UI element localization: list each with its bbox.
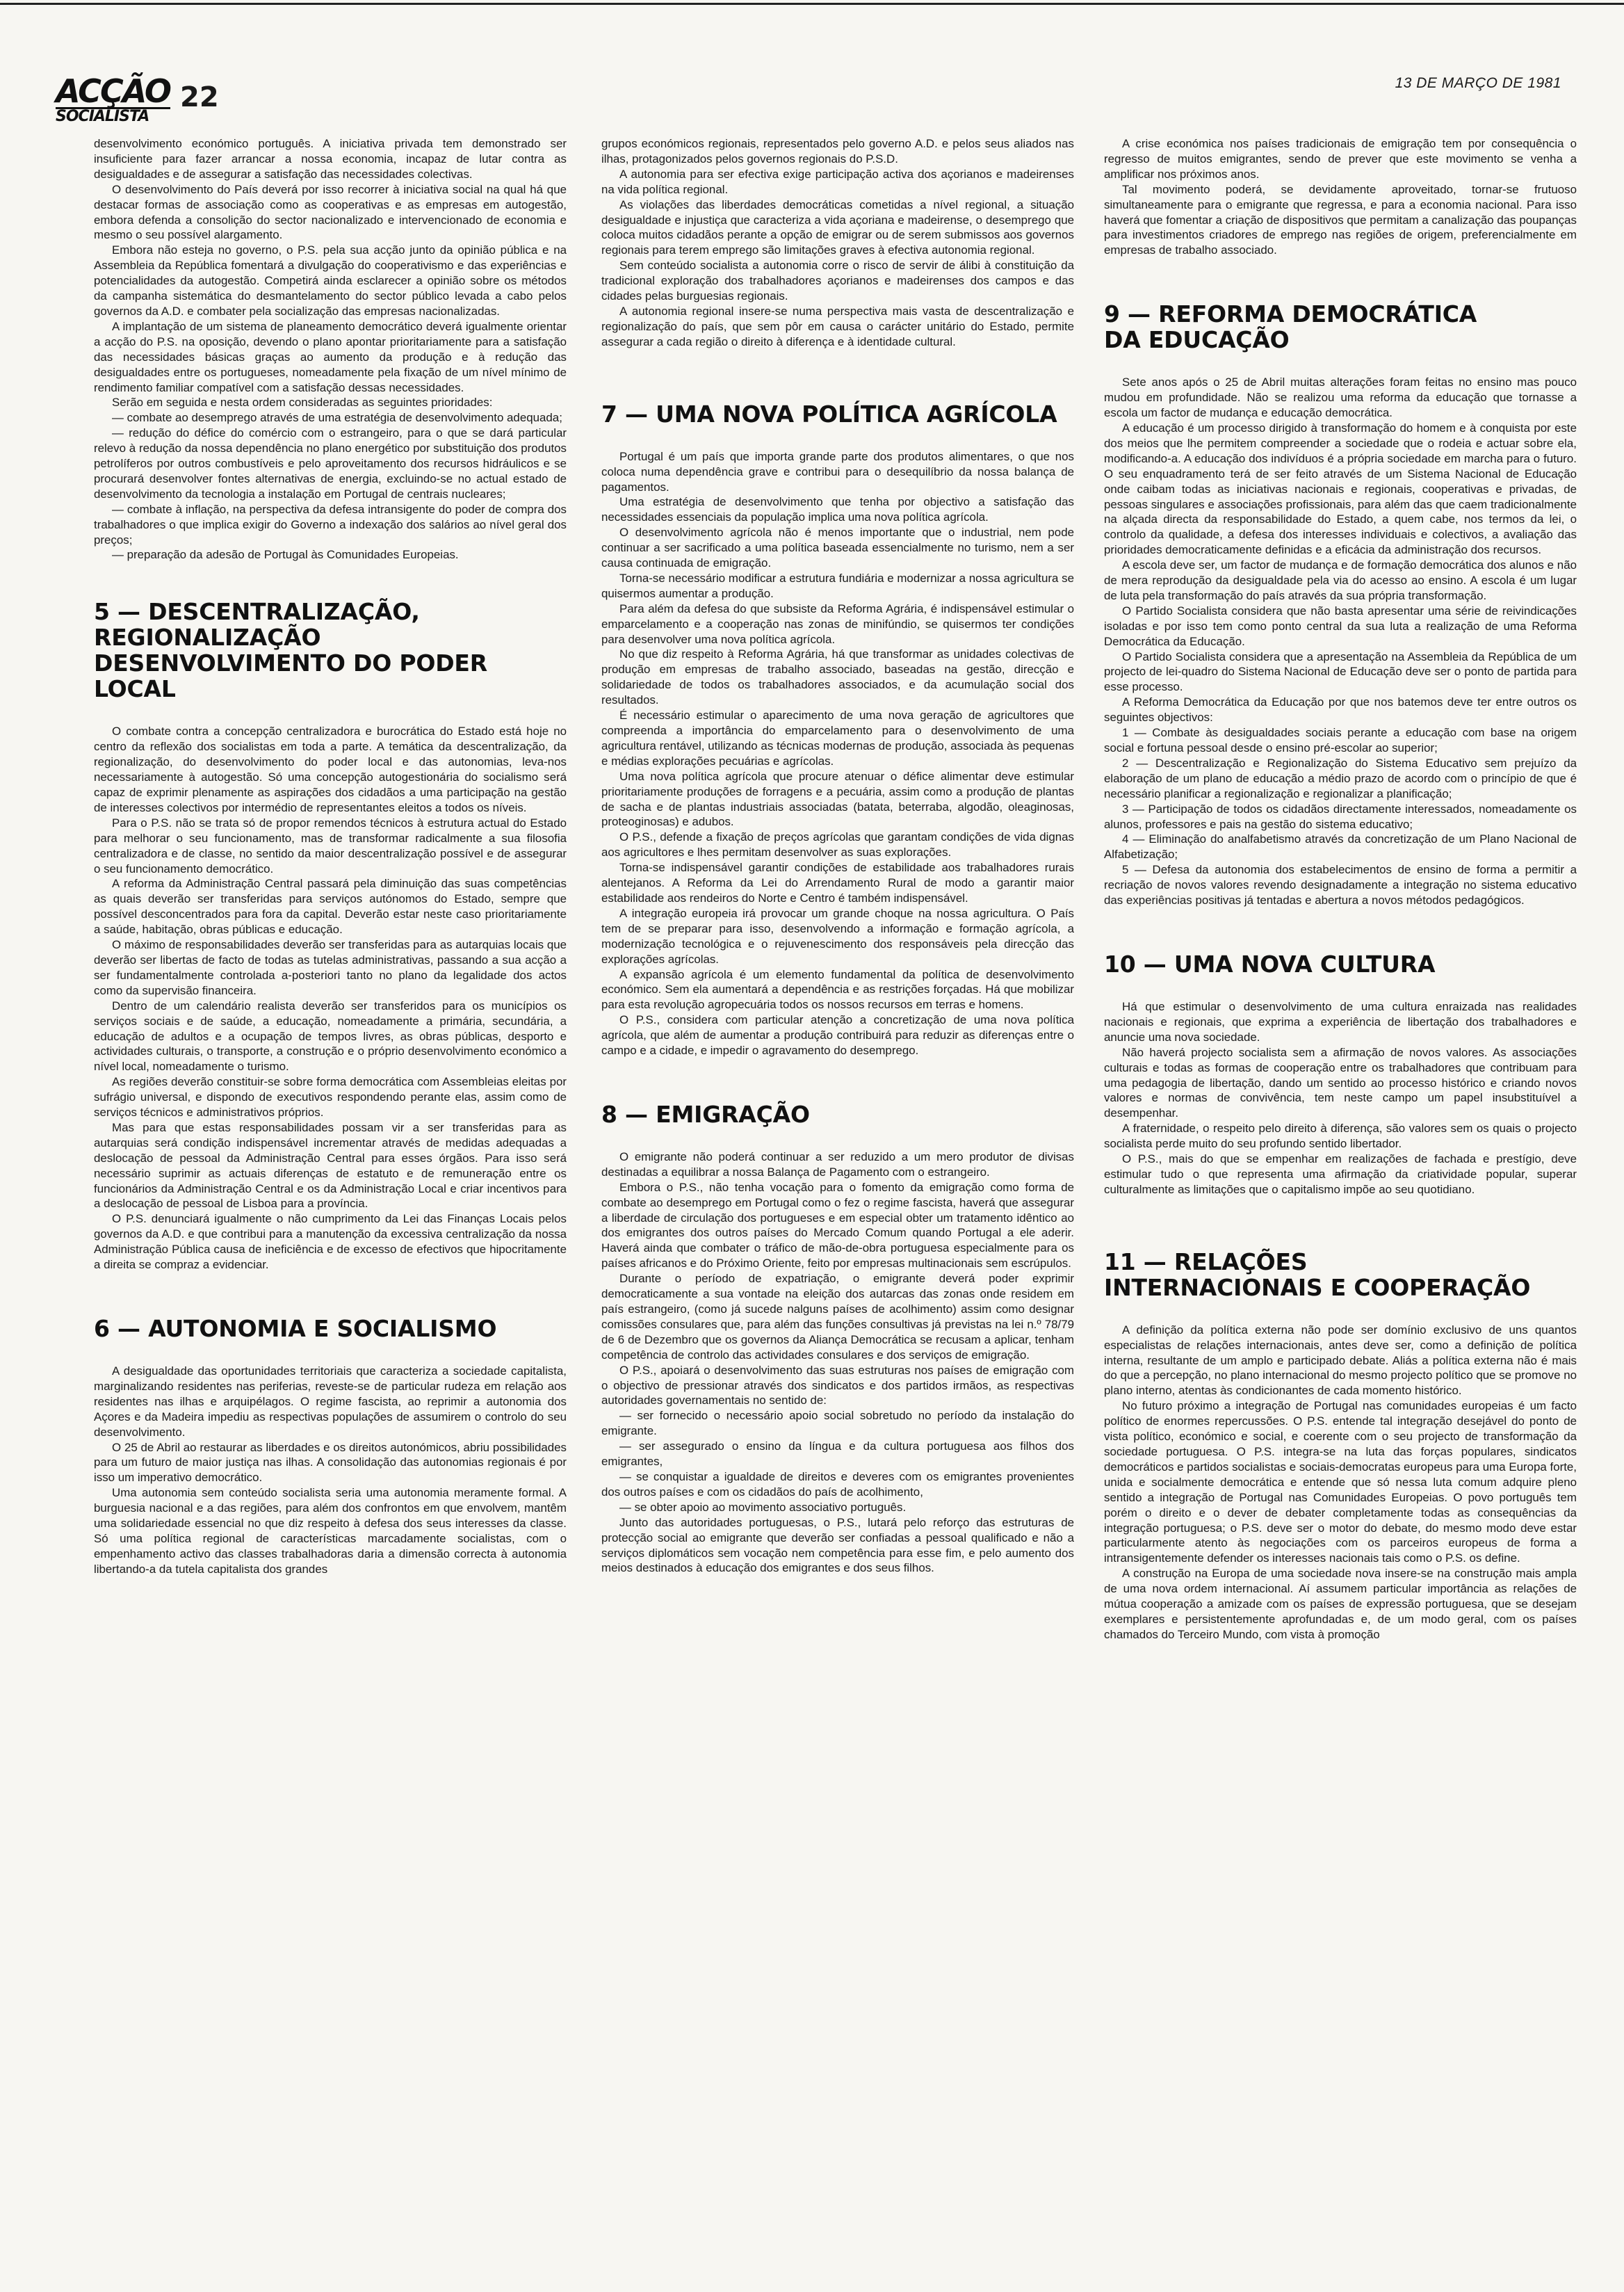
body-paragraph: O P.S., apoiará o desenvolvimento das suas estruturas nos países de emigração com o objectivo de pressionar através dos sindicatos e dos partidos irmãos, as respectivas autoridades governamentais no sentido de:: [601, 1363, 1074, 1407]
newspaper-logo: [56, 72, 170, 125]
body-paragraph: No que diz respeito à Reforma Agrária, há que transformar as unidades colectivas de produção em empresas de trabalho associado, baseadas na gestão, direcção e solidariedade de todos os trabalhadores associados, e da acumulação social dos resultados.: [601, 647, 1074, 707]
body-paragraph: 1 — Combate às desigualdades sociais perante a educação com base na origem social e fortuna pessoal desde o ensino pré-escolar ao superior;: [1104, 726, 1577, 754]
column-2: [601, 136, 1074, 2264]
body-paragraph: Uma nova política agrícola que procure atenuar o défice alimentar deve estimular prioritariamente produções de forragens e a pecuária, assim como a produção de plantas de sacha e de plantas industriais associadas (batata, beterraba, algodão, oleaginosas, proteoginosas) e adubos.: [601, 769, 1074, 829]
section-7-body: [601, 449, 1074, 1058]
body-paragraph: Embora o P.S., não tenha vocação para o fomento da emigração como forma de combate ao desemprego em Portugal como o fez o regime fascista, haverá que assegurar a liberdade de circulação dos portugueses e em especial obter um tratamento idêntico ao dos emigrantes dos outros países do Mercado Comum quando Portugal a ele aderir. Haverá ainda que combater o tráfico de mão-de-obra portuguesa especialmente para os países africanos e do Próximo Oriente, feito por empresas multinacionais sem escrúpulos.: [601, 1180, 1074, 1270]
body-paragraph: Torna-se indispensável garantir condições de estabilidade aos trabalhadores rurais alentejanos. A Reforma da Lei do Arrendamento Rural de modo a garantir maior estabilidade aos rendeiros do Norte e Centro é também indispensável.: [601, 861, 1074, 905]
section-8-title: 8 — EMIGRAÇÃO: [601, 1100, 810, 1128]
body-paragraph: O 25 de Abril ao restaurar as liberdades e os direitos autonómicos, abriu possibilidades para um futuro de maior justiça nas ilhas. A consolidação das autonomias regionais é por isso um imperativo democrático.: [94, 1440, 567, 1485]
section-5-title-line: DESENVOLVIMENTO DO PODER LOCAL: [94, 649, 487, 703]
col2-intro-text: [601, 136, 1074, 350]
body-paragraph: Dentro de um calendário realista deverão ser transferidos para os municípios os serviços sociais e de saúde, a educação, nomeadamente a primária, secundária, a educação de adultos e a ocupação de tempos livres, as obras públicas, desporto e actividades culturais, o transporte, a construção e o próprio desenvolvimento económico a nível local, nomeadamente o turismo.: [94, 999, 567, 1074]
section-9-title: [1104, 301, 1577, 353]
body-paragraph: Torna-se necessário modificar a estrutura fundiária e modernizar a nossa agricultura se quisermos aumentar a produção.: [601, 571, 1074, 600]
section-11-body: [1104, 1323, 1577, 1643]
masthead: [56, 72, 219, 125]
body-paragraph: Tal movimento poderá, se devidamente aproveitado, tornar-se frutuoso simultaneamente para o emigrante que regressa, e para a economia nacional. Para isso haverá que fomentar a criação de dispositivos que permitam a canalização das poupanças para investimentos criadores de emprego nas regiões de origem, preferencialmente em empresas de trabalho associado.: [1104, 182, 1577, 257]
body-paragraph: A crise económica nos países tradicionais de emigração tem por consequência o regresso de muitos emigrantes, sendo de prever que este movimento se venha a amplificar nos próximos anos.: [1104, 137, 1577, 181]
body-paragraph: Uma estratégia de desenvolvimento que tenha por objectivo a satisfação das necessidades essenciais da população implica uma nova política agrícola.: [601, 495, 1074, 524]
body-paragraph: A fraternidade, o respeito pelo direito à diferença, são valores sem os quais o projecto socialista perde muito do seu profundo sentido libertador.: [1104, 1122, 1577, 1151]
section-9-body: [1104, 375, 1577, 908]
section-7-title: 7 — UMA NOVA POLÍTICA AGRÍCOLA: [601, 400, 1057, 428]
body-paragraph: Para o P.S. não se trata só de propor remendos técnicos à estrutura actual do Estado para melhorar o seu funcionamento, mas de transformar radicalmente a sua filosofia centralizadora e de classe, no sentido da maior descentralização possível e de assegurar o seu funcionamento democrático.: [94, 816, 567, 875]
body-paragraph: Mas para que estas responsabilidades possam vir a ser transferidas para as autarquias será condição indispensável incrementar através de medidas adequadas a deslocação de pessoal da Administração Central para esses órgãos. Para isso será necessário suprimir as actuais diferenças de estatuto e de remuneração entre os funcionários da Administração Central e os da Administração Local e criar incentivos para a deslocação de pessoal de Lisboa para a província.: [94, 1120, 567, 1211]
body-paragraph: Para além da defesa do que subsiste da Reforma Agrária, é indispensável estimular o emparcelamento e a cooperação nas zonas de minifúndio, se quisermos ter condições para desenvolver uma nova política agrícola.: [601, 602, 1074, 646]
section-5-title-line: REGIONALIZAÇÃO: [94, 624, 321, 652]
body-paragraph: — combate à inflação, na perspectiva da defesa intransigente do poder de compra dos trabalhadores o que implica exigir do Governo a indexação dos salários ao nível geral dos preços;: [94, 502, 567, 547]
body-paragraph: A reforma da Administração Central passará pela diminuição das suas competências as quais deverão ser transferidas para serviços autónomos do Estado, sempre que possível desconcentrados para fora da capital. Deverão estar neste caso prioritariamente a saúde, habitação, obras públicas e educação.: [94, 877, 567, 937]
body-paragraph: No futuro próximo a integração de Portugal nas comunidades europeias é um facto político de enormes repercussões. O P.S. entende tal integração desejável do ponto de vista político, económico e social, e coerente com o seu projecto de transformação da sociedade portuguesa. O P.S. integra-se na luta das forças populares, sindicatos democráticos e partidos socialistas e sociais-democratas europeus para uma Europa forte, unida e socialmente democrática e entende que só nessa luta comum adquire pleno sentido a integração de Portugal nas Comunidades Europeias. O povo português tem porém o direito e o dever de debater completamente todas as consequências da integração portuguesa; o P.S. deve ser o motor do debate, do mesmo modo deve estar particularmente atento às negociações com os parceiros europeus de forma a intransigentemente defender os interesses nacionais tais como o P.S. os define.: [1104, 1399, 1577, 1565]
section-11-title-line: INTERNACIONAIS E COOPERAÇÃO: [1104, 1273, 1531, 1301]
body-paragraph: grupos económicos regionais, representados pelo governo A.D. e pelos seus aliados nas ilhas, protagonizados pelos governos regionais do P.S.D.: [601, 137, 1074, 166]
body-paragraph: Há que estimular o desenvolvimento de uma cultura enraizada nas realidades nacionais e regionais, que exprima a experiência de libertação dos trabalhadores e anuncie uma nova sociedade.: [1104, 999, 1577, 1044]
body-paragraph: O P.S., mais do que se empenhar em realizações de fachada e prestígio, deve estimular tudo o que representa uma afirmação da criatividade popular, superar culturalmente as limitações que o capitalismo impõe ao seu quotidiano.: [1104, 1152, 1577, 1196]
body-paragraph: — combate ao desemprego através de uma estratégia de desenvolvimento adequada;: [112, 411, 562, 425]
body-paragraph: Sete anos após o 25 de Abril muitas alterações foram feitas no ensino mas pouco mudou em profundidade. Não se realizou uma reforma da educação que tornasse a escola um factor de mudança e educação democrática.: [1104, 376, 1577, 420]
body-paragraph: 5 — Defesa da autonomia dos estabelecimentos de ensino de forma a permitir a recriação de novos valores revendo designadamente a integração no sistema educativo das experiências positivas já tentadas e abertura a novos métodos pedagógicos.: [1104, 863, 1577, 907]
section-11-title-line: 11 — RELAÇÕES: [1104, 1248, 1308, 1275]
section-5-title-line: 5 — DESCENTRALIZAÇÃO,: [94, 598, 420, 626]
section-10-body: [1104, 999, 1577, 1197]
body-paragraph: 3 — Participação de todos os cidadãos directamente interessados, nomeadamente os alunos, professores e pais na gestão do sistema educativo;: [1104, 802, 1577, 831]
body-paragraph: A integração europeia irá provocar um grande choque na nossa agricultura. O País tem de se preparar para isso, desenvolvendo a informação e formação agrícola, a modernização tecnológica e o rejuvenescimento dos responsáveis pela direcção das explorações agrícolas.: [601, 906, 1074, 966]
body-paragraph: A Reforma Democrática da Educação por que nos batemos deve ter entre outros os seguintes objectivos:: [1104, 695, 1577, 725]
article-columns: [0, 136, 1624, 2264]
logo-title: ACÇÃO: [56, 72, 170, 110]
body-paragraph: O P.S., defende a fixação de preços agrícolas que garantam condições de vida dignas aos agricultores e lhes permitam desenvolver as suas explorações.: [601, 830, 1074, 860]
column-3: [1104, 136, 1577, 2264]
body-paragraph: A escola deve ser, um factor de mudança e de formação democrática dos alunos e não de mera reprodução da desigualdade pela via do acesso ao ensino. A escola é um lugar de luta pela transformação do país através da sua própria transformação.: [1104, 558, 1577, 602]
body-paragraph: Junto das autoridades portuguesas, o P.S., lutará pelo reforço das estruturas de protecção social ao emigrante que deverão ser confiadas a pessoal qualificado e não a serviços diplomáticos sem vocação nem competência para esse fim, e pelo aumento dos meios destinados à educação dos emigrantes e dos seus filhos.: [601, 1515, 1074, 1575]
section-11-title: [1104, 1249, 1577, 1300]
body-paragraph: A expansão agrícola é um elemento fundamental da política de desenvolvimento económico. Sem ela aumentará a dependência e as restrições forçadas. Há que mobilizar para esta revolução agropecuária todos os nossos recursos em terras e homens.: [601, 967, 1074, 1012]
body-paragraph: desenvolvimento económico português. A iniciativa privada tem demonstrado ser insuficiente para fazer arrancar a nossa economia, incapaz de lutar contra as desigualdades e de assegurar a satisfação das necessidades colectivas.: [94, 137, 567, 181]
body-paragraph: 4 — Eliminação do analfabetismo através da concretização de um Plano Nacional de Alfabetização;: [1104, 832, 1577, 862]
section-9-title-line: DA EDUCAÇÃO: [1104, 326, 1290, 354]
body-paragraph: A construção na Europa de uma sociedade nova insere-se na construção mais ampla de uma nova ordem internacional. Aí assumem particular importância as relações de mútua cooperação a amizade com os países de expressão portuguesa, que se desejam exemplares e persistentemente aprofundadas e, de um modo geral, com os países chamados do Terceiro Mundo, com vista à promoção: [1104, 1567, 1577, 1641]
body-paragraph: O desenvolvimento do País deverá por isso recorrer à iniciativa social na qual há que destacar formas de associação como as cooperativas e as empresas em autogestão, embora defenda a consolição do sector nacionalizado e intervencionado de economia e mesmo o seu possível alargamento.: [94, 182, 567, 242]
body-paragraph: Embora não esteja no governo, o P.S. pela sua acção junto da opinião pública e na Assembleia da República fomentará a divulgação do cooperativismo e das experiências e potencialidades da autogestão. Competirá ainda esclarecer a opinião sobre os métodos da campanha sistemática do desmantelamento do sector público levada a cabo pelos governos da A.D. e combater pela socialização das empresas nacionalizadas.: [94, 243, 567, 318]
section-10-title: 10 — UMA NOVA CULTURA: [1104, 950, 1436, 978]
body-paragraph: — se conquistar a igualdade de direitos e deveres com os emigrantes provenientes dos outros países e com os cidadãos do país de acolhimento,: [601, 1469, 1074, 1499]
section-9-title-line: 9 — REFORMA DEMOCRÁTICA: [1104, 300, 1477, 328]
body-paragraph: 2 — Descentralização e Regionalização do Sistema Educativo sem prejuízo da elaboração de um plano de educação a médio prazo de acordo com o princípio de que é necessário planificar a regionalização e regionalizar a planificação;: [1104, 756, 1577, 800]
issue-date: 13 DE MARÇO DE 1981: [1395, 75, 1561, 91]
section-5-body: [94, 724, 567, 1273]
body-paragraph: A autonomia regional insere-se numa perspectiva mais vasta de descentralização e regionalização do país, que sem pôr em causa o carácter unitário do Estado, permite assegurar a cada região o direito à diferença e à identidade cultural.: [601, 304, 1074, 348]
logo-subtitle: SOCIALISTA: [56, 107, 170, 124]
column-1: [94, 136, 567, 2264]
body-paragraph: O Partido Socialista considera que não basta apresentar uma série de reivindicações isoladas e por isso tem como ponto central da sua luta a realização de uma Reforma Democrática da Educação.: [1104, 604, 1577, 648]
body-paragraph: O máximo de responsabilidades deverão ser transferidas para as autarquias locais que deverão ser libertas de facto de todas as tutelas administrativas, passando a sua acção a ser fundamentalmente controlada a-posteriori tanto no plano da legalidade dos actos como da supervisão financeira.: [94, 938, 567, 997]
body-paragraph: A desigualdade das oportunidades territoriais que caracteriza a sociedade capitalista, marginalizando residentes nas periferias, reveste-se de particular rudeza em relação aos residentes nas ilhas e arquipélagos. O regime fascista, ao reprimir a autonomia dos Açores e da Madeira impediu as respectivas populações de assumirem o controlo do seu desenvolvimento.: [94, 1364, 567, 1439]
section-6-body: [94, 1364, 567, 1577]
body-paragraph: — se obter apoio ao movimento associativo português.: [619, 1500, 907, 1514]
body-paragraph: A implantação de um sistema de planeamento democrático deverá igualmente orientar a acção do P.S. na oposição, devendo o plano apontar prioritariamente para a satisfação das necessidades básicas graças ao aumento da produção e à redução das desigualdades entre os portugueses, nomeadamente pela fixação de um nível mínimo de rendimento familiar compatível com a satisfação dessas necessidades.: [94, 319, 567, 394]
body-paragraph: — ser fornecido o necessário apoio social sobretudo no período da instalação do emigrante.: [601, 1409, 1074, 1438]
top-rule: [0, 3, 1624, 5]
body-paragraph: O Partido Socialista considera que a apresentação na Assembleia da República de um projecto de lei-quadro do Sistema Nacional de Educação deve ser o ponto de partida para esse processo.: [1104, 649, 1577, 694]
body-paragraph: Sem conteúdo socialista a autonomia corre o risco de servir de álibi à constituição da tradicional exploração dos trabalhadores açorianos e madeirenses dos campos e das cidades pelas burguesias regionais.: [601, 259, 1074, 303]
body-paragraph: Portugal é um país que importa grande parte dos produtos alimentares, o que nos coloca numa dependência grave e contribui para o desequilíbrio da nossa balança de pagamentos.: [601, 449, 1074, 494]
body-paragraph: Serão em seguida e nesta ordem consideradas as seguintes prioridades:: [112, 396, 493, 410]
body-paragraph: — preparação da adesão de Portugal às Comunidades Europeias.: [112, 548, 459, 562]
body-paragraph: O emigrante não poderá continuar a ser reduzido a um mero produtor de divisas destinadas a equilibrar a nossa Balança de Pagamento com o estrangeiro.: [601, 1149, 1074, 1179]
col3-intro-text: [1104, 136, 1577, 258]
body-paragraph: As regiões deverão constituir-se sobre forma democrática com Assembleias eleitas por sufrágio universal, e dispondo de executivos respondendo perante elas, assim como de serviços técnicos e administrativos próprios.: [94, 1075, 567, 1120]
body-paragraph: Durante o período de expatriação, o emigrante deverá poder exprimir democraticamente a sua vontade na eleição dos autarcas das zonas onde residem em país estrangeiro, (como já sucede nalguns países de acolhimento) assim como designar comissões consulares que, para além das funções consultivas já previstas na lei n.º 78/79 de 6 de Dezembro que os governos da Aliança Democrática se recusam a aplicar, tenham competência de controlo das actividades consulares e dos serviços de emigração.: [601, 1272, 1074, 1362]
section-6-title: 6 — AUTONOMIA E SOCIALISMO: [94, 1315, 497, 1342]
body-paragraph: Não haverá projecto socialista sem a afirmação de novos valores. As associações culturais e todas as formas de cooperação entre os trabalhadores que contribuam para uma pedagogia de libertação, dando um sentido ao processo histórico e criando novos valores e normas de convivência, tem neste campo um papel insubstituível a desempenhar.: [1104, 1045, 1577, 1120]
body-paragraph: O P.S., considera com particular atenção a concretização de uma nova política agrícola, que além de aumentar a produção contribuirá para reduzir as diferenças entre o campo e a cidade, e impedir o agravamento do desemprego.: [601, 1013, 1074, 1058]
col1-intro-text: [94, 136, 567, 563]
body-paragraph: Uma autonomia sem conteúdo socialista seria uma autonomia meramente formal. A burguesia nacional e a das regiões, para além dos confrontos em que envolvem, mantêm uma solidariedade essencial no que diz respeito à defesa dos seus interesses da classe. Só uma política regional de características marcadamente socialistas, com o empenhamento activo das classes trabalhadoras daria a dimensão correcta à autonomia libertando-a da tutela capitalista dos grandes: [94, 1486, 567, 1576]
body-paragraph: A definição da política externa não pode ser domínio exclusivo de uns quantos especialistas de relações internacionais, antes deve ser, como a definição de política interna, resultante de um amplo e participado debate. Aliás a política externa não é mais do que a percepção, no plano internacional do mesmo projecto político que se promove no plano interno, atentas às condicionantes de cada momento histórico.: [1104, 1323, 1577, 1398]
section-8-body: [601, 1149, 1074, 1576]
body-paragraph: A educação é um processo dirigido à transformação do homem e à conquista por este dos meios que lhe permitem compreender a sociedade que o rodeia e actuar sobre ela, modificando-a. A educação dos indivíduos é a própria sociedade em marcha para o futuro. O seu enquadramento terá de ser feito através de um Sistema Nacional de Educação onde caibam todas as iniciativas nacionais e regionais, cooperativas e privadas, de pessoas singulares e associações profissionais, para além das que caem tradicionalmente na alçada directa da responsabilidade do Estado, a quem cabe, nos termos da lei, o controlo da qualidade, a defesa dos interesses individuais e colectivos, a avaliação das prioridades democraticamente definidas e a eficácia da administração dos recursos.: [1104, 421, 1577, 557]
body-paragraph: A autonomia para ser efectiva exige participação activa dos açorianos e madeirenses na vida política regional.: [601, 167, 1074, 196]
page-number: 22: [180, 81, 219, 113]
body-paragraph: As violações das liberdades democráticas cometidas a nível regional, a situação desigualdade e injustiça que caracteriza a vida açoriana e madeirense, o desemprego que coloca muitos cidadãos perante a opção de emigrar ou de serem submissos aos governos regionais para terem emprego são limitações graves à efectiva autonomia regional.: [601, 197, 1074, 257]
body-paragraph: — ser assegurado o ensino da língua e da cultura portuguesa aos filhos dos emigrantes,: [601, 1439, 1074, 1469]
body-paragraph: O desenvolvimento agrícola não é menos importante que o industrial, nem pode continuar a ser sacrificado a uma política baseada essencialmente no turismo, nem a ser causa continuada de emigração.: [601, 526, 1074, 570]
body-paragraph: O combate contra a concepção centralizadora e burocrática do Estado está hoje no centro da reflexão dos socialistas em toda a parte. A temática da descentralização, da regionalização, do desenvolvimento do poder local e das autonomias, leva-nos necessariamente à autogestão. Só uma concepção autogestionária do socialismo será capaz de exprimir plenamente as aspirações dos cidadãos a uma participação na gestão de interesses colectivos por intermédio de representantes eleitos a todos os níveis.: [94, 725, 567, 814]
body-paragraph: — redução do défice do comércio com o estrangeiro, para o que se dará particular relevo à redução da nossa dependência no plano energético por substituição dos produtos petrolíferos por outros combustíveis e pelo aproveitamento dos recursos hidráulicos e se procurará desenvolver fontes alternativas de energia, excluindo-se no actual estado de desenvolvimento da tecnologia a instalação em Portugal de centrais nucleares;: [94, 426, 567, 501]
body-paragraph: O P.S. denunciará igualmente o não cumprimento da Lei das Finanças Locais pelos governos da A.D. e que contribui para a manutenção da excessiva centralização da nossa Administração Pública causa de ineficiência e de excesso de efectivos que hipocritamente a direita se compraz a evidenciar.: [94, 1212, 567, 1272]
section-5-title: [94, 599, 567, 702]
body-paragraph: É necessário estimular o aparecimento de uma nova geração de agricultores que compreenda a importância do emparcelamento para o desenvolvimento de uma agricultura rentável, utilizando as técnicas modernas de produção, associada às pequenas e médias explorações pecuárias e agrícolas.: [601, 709, 1074, 768]
